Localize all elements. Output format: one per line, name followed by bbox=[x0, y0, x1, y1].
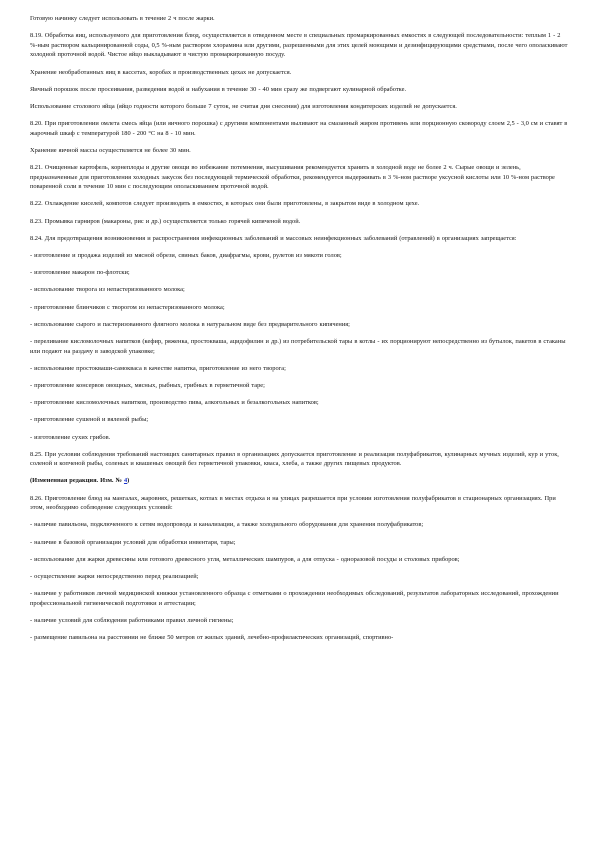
paragraph: Яичный порошок после просеивания, разведения водой и набухания в течение 30 - 40 мин сразу же подвергают кулинарной обработке. bbox=[30, 85, 407, 93]
amendment-close: ) bbox=[127, 477, 130, 485]
list-item: - наличие павильона, подключенного к сетям водопровода и канализации, а также холодильного оборудования для хранения полуфабрикатов; bbox=[30, 521, 424, 529]
paragraph-8-19: 8.19. Обработка яиц, используемого для приготовления блюд, осуществляется в отведенном месте в специальных промаркированных емкостях в следующей последовательности: теплым 1 - 2 %-ным раствором кальцинированной соды, 0,5 %-ным раствором хлорамина или другими, разрешенными для этих целей моющими и дезинфицирующими средствами, после чего ополаскивают холодной проточной водой. Чистое яйцо выкладывают в чистую промаркированную посуду. bbox=[30, 32, 568, 59]
amendment-note bbox=[30, 476, 568, 486]
list-item: - изготовление макарон по-флотски; bbox=[30, 269, 130, 277]
list-item: - использование для жарки древесины или готового древесного угля, металлических шампуров, а для отпуска - одноразовой посуды и столовых приборов; bbox=[30, 555, 460, 563]
paragraph: Хранение необработанных яиц в кассетах, коробах в производственных цехах не допускается. bbox=[30, 68, 292, 76]
list-item: - использование сырого и пастеризованного флягного молока в натуральном виде без предварительного кипячения; bbox=[30, 320, 350, 328]
list-item: - использование простокваши-самокваса в качестве напитка, приготовление из него творога; bbox=[30, 364, 286, 372]
paragraph-8-26: 8.26. Приготовление блюд на мангалах, жаровнях, решетках, котлах в местах отдыха и на улицах разрешается при условии изготовления полуфабрикатов в стационарных организациях. При этом, необходимо соблюдение следующих условий: bbox=[30, 494, 556, 512]
amendment-text: (Измененная редакция. Изм. № bbox=[30, 477, 124, 485]
list-item: - приготовление блинчиков с творогом из непастеризованного молока; bbox=[30, 303, 225, 311]
list-item: - осуществление жарки непосредственно перед реализацией; bbox=[30, 573, 199, 580]
list-item: - приготовление кисломолочных напитков, производство пива, алкогольных и безалкогольных напитков; bbox=[30, 399, 319, 407]
list-item: - использование творога из непастеризованного молока; bbox=[30, 286, 185, 294]
paragraph-8-25: 8.25. При условии соблюдения требований настоящих санитарных правил в организациях допускается приготовление и реализация полуфабрикатов, кулинарных мучных изделий, кур и уток, соленой и копченой рыбы, соленых и квашеных овощей без герметичной упаковки, кваса, хлеба, а также других пищевых продуктов. bbox=[30, 450, 559, 468]
document-page bbox=[30, 14, 568, 650]
paragraph-8-20: 8.20. При приготовлении омлета смесь яйца (или яичного порошка) с другими компонентами выливают на смазанный жиром противень или порционную сковороду слоем 2,5 - 3,0 см и ставят в жарочный шкаф с температурой 180 - 200 °С на 8 - 10 мин. bbox=[30, 120, 568, 137]
list-item: - приготовление сушеной и вяленой рыбы; bbox=[30, 416, 149, 424]
paragraph: Хранение яичной массы осуществляется не более 30 мин. bbox=[30, 146, 191, 154]
list-item: - переливание кисломолочных напитков (кефир, ряженка, простокваша, ацидофилин и др.) из потребительской тары в котлы - их порционируют непосредственно из бутылок, пакетов в стаканы или подают на раздачу в заводской упаковке; bbox=[30, 337, 566, 355]
list-item: - размещение павильона на расстоянии не ближе 50 метров от жилых зданий, лечебно-профилактических организаций, спортивно- bbox=[30, 634, 394, 642]
paragraph-8-24: 8.24. Для предотвращения возникновения и распространения инфекционных заболеваний и массовых неинфекционных заболеваний (отравлений) в организациях запрещается: bbox=[30, 234, 517, 242]
list-item: - изготовление сухих грибов. bbox=[30, 433, 111, 441]
paragraph-8-22: 8.22. Охлаждение киселей, компотов следует производить в емкостях, в которых они были приготовлены, в закрытом виде в холодном цехе. bbox=[30, 200, 420, 208]
list-item: - наличие у работников личной медицинской книжки установленного образца с отметками о прохождении необходимых обследований, результатов лабораторных исследований, прохождении профессиональной гигиенической подготовки и аттестации; bbox=[30, 590, 559, 607]
list-item: - наличие в базовой организации условий для обработки инвентаря, тары; bbox=[30, 538, 236, 546]
paragraph: Готовую начинку следует использовать в течение 2 ч после жарки. bbox=[30, 15, 215, 22]
paragraph-8-23: 8.23. Промывка гарниров (макароны, рис и др.) осуществляется только горячей кипяченой водой. bbox=[30, 217, 301, 225]
paragraph: Использование столового яйца (яйцо годности которого больше 7 суток, не считая дня снесения) для изготовления кондитерских изделий не допускается. bbox=[30, 102, 457, 110]
amendment-link[interactable]: 4 bbox=[123, 477, 128, 485]
list-item: - наличие условий для соблюдения работниками правил личной гигиены; bbox=[30, 616, 234, 624]
list-item: - приготовление консервов овощных, мясных, рыбных, грибных в герметичной таре; bbox=[30, 381, 265, 389]
paragraph-8-21: 8.21. Очищенные картофель, корнеплоды и другие овощи во избежание потемнения, высушивания рекомендуется хранить в холодной воде не более 2 ч. Сырые овощи и зелень, предназначенные для приготовления холодных закусок без последующей термической обработки, рекомендуется выдерживать в 3 %-ном растворе уксусной кислоты или 10 %-ном растворе поваренной соли в течение 10 мин с последующим ополаскиванием проточной водой. bbox=[30, 164, 555, 191]
list-item: - изготовление и продажа изделий из мясной обрези, свиных баков, диафрагмы, крови, рулетов из мякоти голов; bbox=[30, 252, 342, 260]
